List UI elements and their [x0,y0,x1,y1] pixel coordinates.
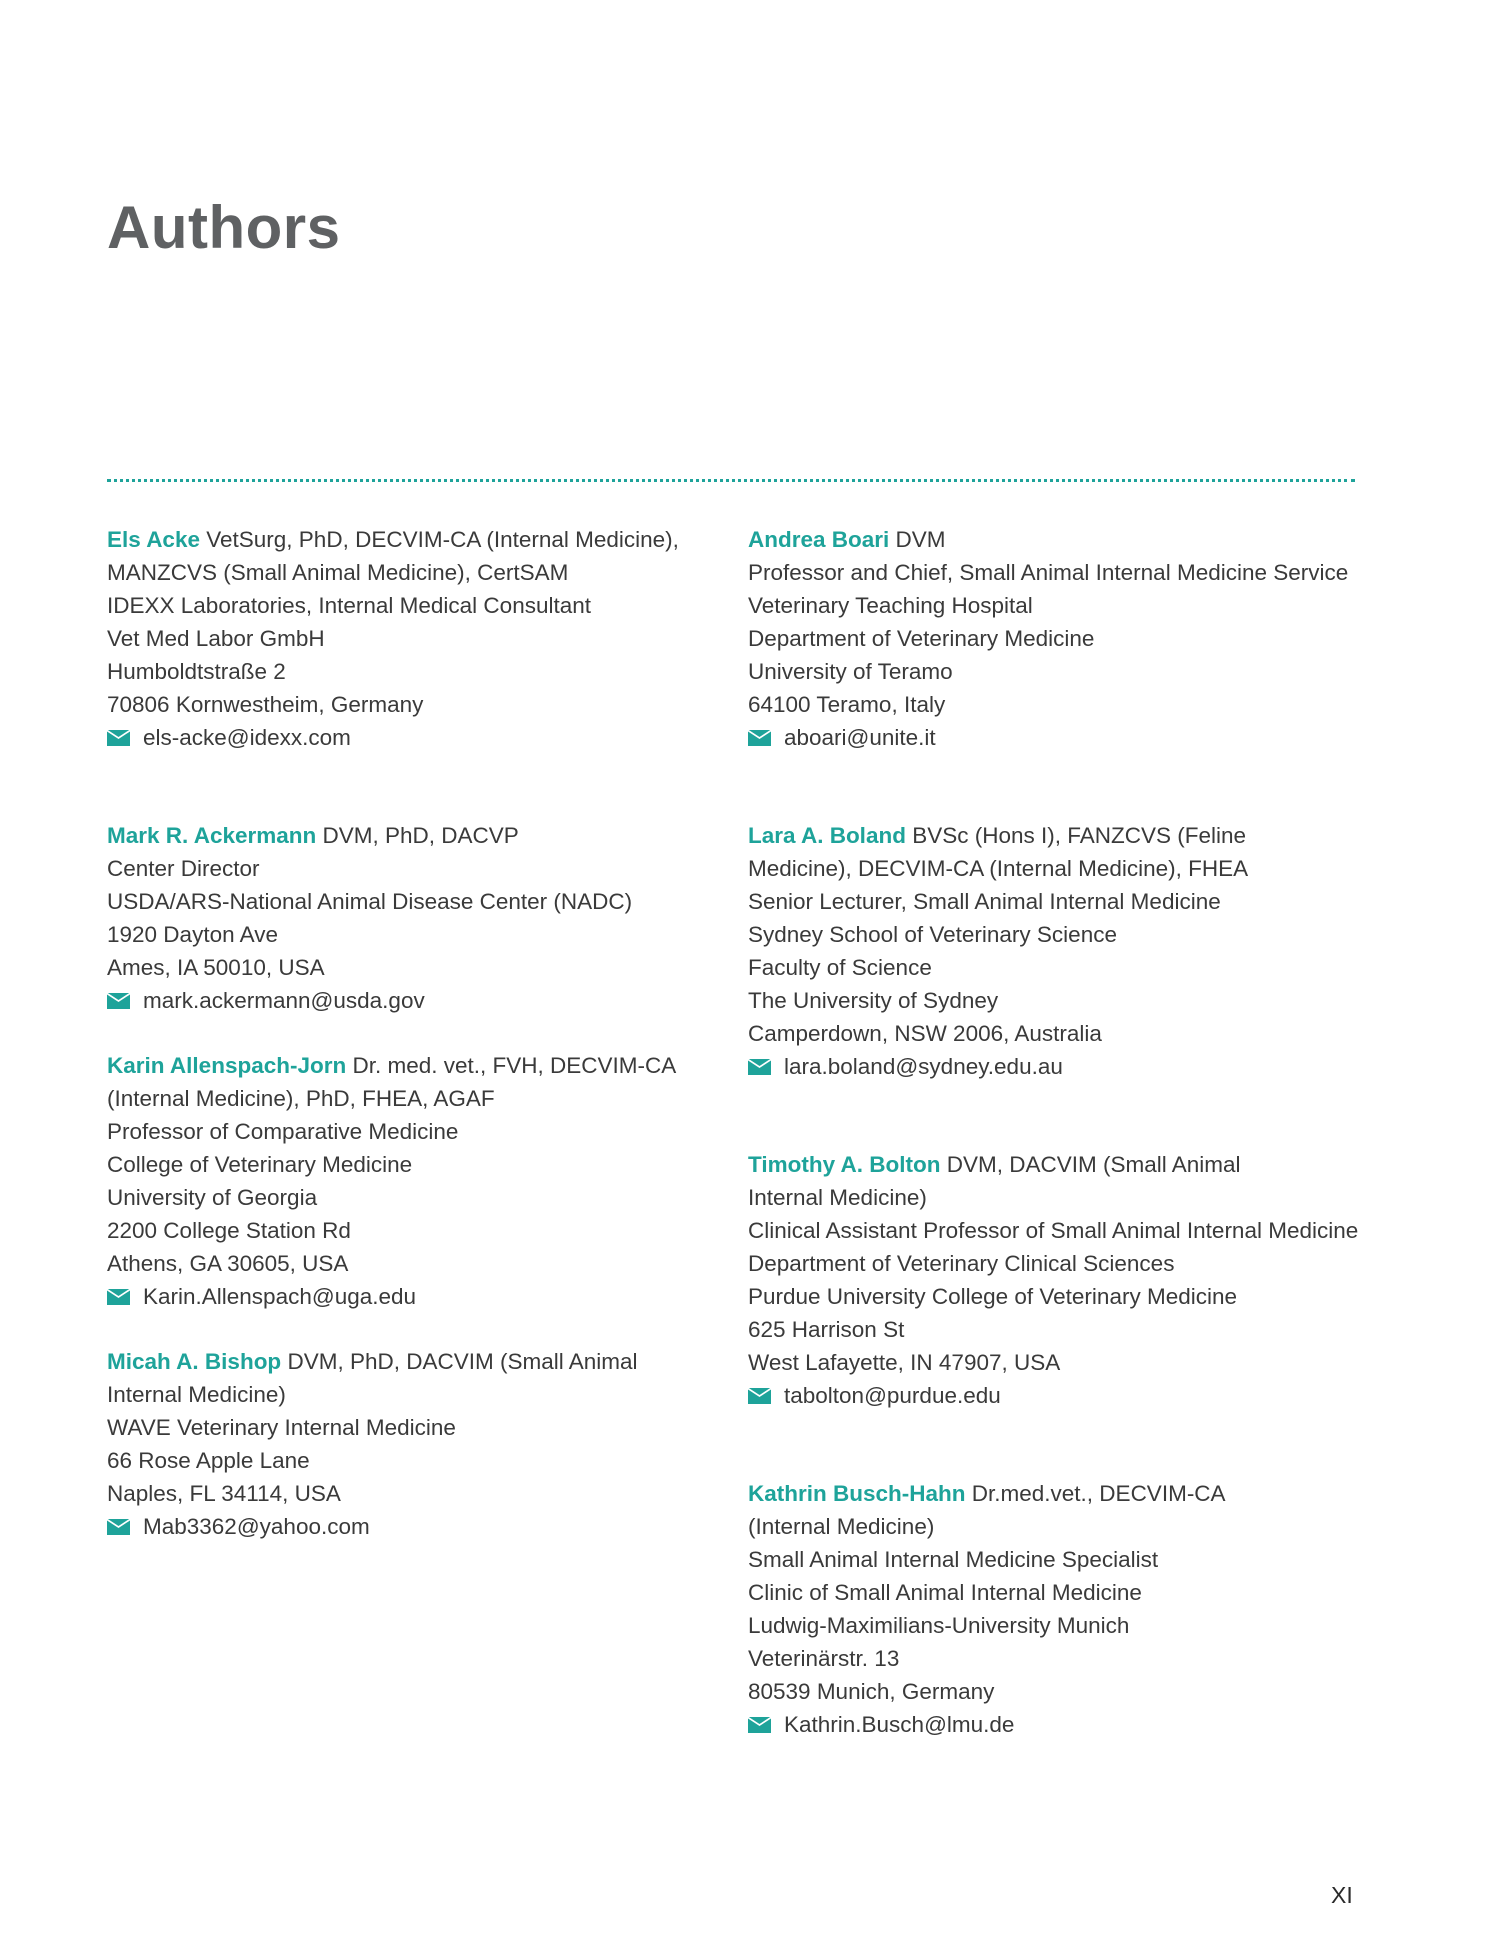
author-credentials: DVM [889,527,946,552]
author-detail-line: Athens, GA 30605, USA [107,1251,349,1276]
author-credentials: Dr. med. vet., FVH, DECVIM-CA [346,1053,677,1078]
author-heading-line [748,1148,1368,1181]
author-email [748,1379,1368,1412]
author-email [107,984,727,1017]
author-detail-line: Faculty of Science [748,955,932,980]
author-detail-line: Vet Med Labor GmbH [107,626,325,651]
author-name: Karin Allenspach-Jorn [107,1053,347,1078]
author-credentials: BVSc (Hons I), FANZCVS (Feline [905,823,1247,848]
author-detail-line: Senior Lecturer, Small Animal Internal Medicine [748,889,1221,914]
author-detail-line: Department of Veterinary Medicine [748,626,1095,651]
page-number: XI [1331,1882,1353,1908]
author-detail-line: Veterinärstr. 13 [748,1646,900,1671]
author-detail-line: Ludwig-Maximilians-University Munich [748,1613,1130,1638]
author-detail-line: Clinical Assistant Professor of Small Animal Internal Medicine [748,1218,1359,1243]
author-detail-line: 80539 Munich, Germany [748,1679,995,1704]
author-heading-line [107,523,727,556]
author-detail-line: West Lafayette, IN 47907, USA [748,1350,1061,1375]
email-link[interactable]: lara.boland@sydney.edu.au [784,1054,1063,1079]
author-detail-line: MANZCVS (Small Animal Medicine), CertSAM [107,560,569,585]
mail-icon [748,730,771,746]
mail-icon [748,1059,771,1075]
author-detail-line: Clinic of Small Animal Internal Medicine [748,1580,1142,1605]
author-email [748,721,1368,754]
author-detail-line: Department of Veterinary Clinical Sciences [748,1251,1175,1276]
author-heading-line [748,819,1368,852]
author-credentials: DVM, PhD, DACVIM (Small Animal [281,1349,638,1374]
author-detail-line: Center Director [107,856,260,881]
email-link[interactable]: tabolton@purdue.edu [784,1383,1001,1408]
author-email [107,1280,727,1313]
email-link[interactable]: aboari@unite.it [784,725,936,750]
author-email [748,1050,1368,1083]
author-heading-line [748,523,1368,556]
author-name: Andrea Boari [748,527,890,552]
author-detail-line: Camperdown, NSW 2006, Australia [748,1021,1102,1046]
author-entry-kathrin-busch-hahn [748,1477,1368,1741]
author-email [107,721,727,754]
author-detail-line: University of Georgia [107,1185,318,1210]
author-detail-line: (Internal Medicine) [748,1514,935,1539]
mail-icon [107,730,130,746]
email-link[interactable]: Kathrin.Busch@lmu.de [784,1712,1015,1737]
author-name: Timothy A. Bolton [748,1152,941,1177]
author-detail-line: 66 Rose Apple Lane [107,1448,310,1473]
author-name: Els Acke [107,527,200,552]
author-detail-line: WAVE Veterinary Internal Medicine [107,1415,456,1440]
author-detail-line: Humboldtstraße 2 [107,659,286,684]
right-author-column [748,523,1368,1741]
author-name: Mark R. Ackermann [107,823,317,848]
author-detail-line: 1920 Dayton Ave [107,922,278,947]
author-entry-andrea-boari [748,523,1368,754]
author-detail-line: 2200 College Station Rd [107,1218,351,1243]
email-link[interactable]: mark.ackermann@usda.gov [143,988,425,1013]
author-entry-els-acke [107,523,727,754]
author-detail-line: Purdue University College of Veterinary Medicine [748,1284,1237,1309]
mail-icon [748,1717,771,1733]
author-detail-line: Professor of Comparative Medicine [107,1119,459,1144]
author-detail-line: Veterinary Teaching Hospital [748,593,1033,618]
author-heading-line [107,819,727,852]
author-entry-lara-a-boland [748,819,1368,1083]
author-heading-line [748,1477,1368,1510]
author-email [107,1510,727,1543]
author-credentials: DVM, DACVIM (Small Animal [940,1152,1241,1177]
author-credentials: DVM, PhD, DACVP [316,823,519,848]
author-credentials: VetSurg, PhD, DECVIM-CA (Internal Medicine), [199,527,679,552]
author-detail-line: Ames, IA 50010, USA [107,955,325,980]
author-entry-mark-r-ackermann [107,819,727,1017]
author-detail-line: 70806 Kornwestheim, Germany [107,692,424,717]
author-detail-line: Professor and Chief, Small Animal Internal Medicine Service [748,560,1349,585]
page-title: Authors [107,194,341,261]
author-heading-line [107,1049,727,1082]
email-link[interactable]: Mab3362@yahoo.com [143,1514,370,1539]
author-heading-line [107,1345,727,1378]
author-detail-line: The University of Sydney [748,988,999,1013]
author-name: Kathrin Busch-Hahn [748,1481,966,1506]
author-entry-timothy-a-bolton [748,1148,1368,1412]
author-name: Micah A. Bishop [107,1349,282,1374]
mail-icon [107,1289,130,1305]
author-detail-line: College of Veterinary Medicine [107,1152,413,1177]
author-detail-line: Naples, FL 34114, USA [107,1481,341,1506]
author-entry-micah-a-bishop [107,1345,727,1543]
author-detail-line: Internal Medicine) [748,1185,927,1210]
dotted-divider [107,479,1355,482]
author-detail-line: 64100 Teramo, Italy [748,692,946,717]
author-detail-line: Sydney School of Veterinary Science [748,922,1117,947]
author-detail-line: Medicine), DECVIM-CA (Internal Medicine), FHEA [748,856,1249,881]
author-detail-line: Internal Medicine) [107,1382,286,1407]
author-detail-line: University of Teramo [748,659,953,684]
author-detail-line: 625 Harrison St [748,1317,905,1342]
mail-icon [748,1388,771,1404]
author-email [748,1708,1368,1741]
author-credentials: Dr.med.vet., DECVIM-CA [965,1481,1226,1506]
mail-icon [107,1519,130,1535]
left-author-column [107,523,727,1543]
author-detail-line: (Internal Medicine), PhD, FHEA, AGAF [107,1086,495,1111]
author-detail-line: Small Animal Internal Medicine Specialist [748,1547,1159,1572]
author-name: Lara A. Boland [748,823,906,848]
author-entry-karin-allenspach-jorn [107,1049,727,1313]
mail-icon [107,993,130,1009]
author-detail-line: USDA/ARS-National Animal Disease Center (NADC) [107,889,633,914]
email-link[interactable]: els-acke@idexx.com [143,725,351,750]
email-link[interactable]: Karin.Allenspach@uga.edu [143,1284,417,1309]
author-detail-line: IDEXX Laboratories, Internal Medical Consultant [107,593,592,618]
